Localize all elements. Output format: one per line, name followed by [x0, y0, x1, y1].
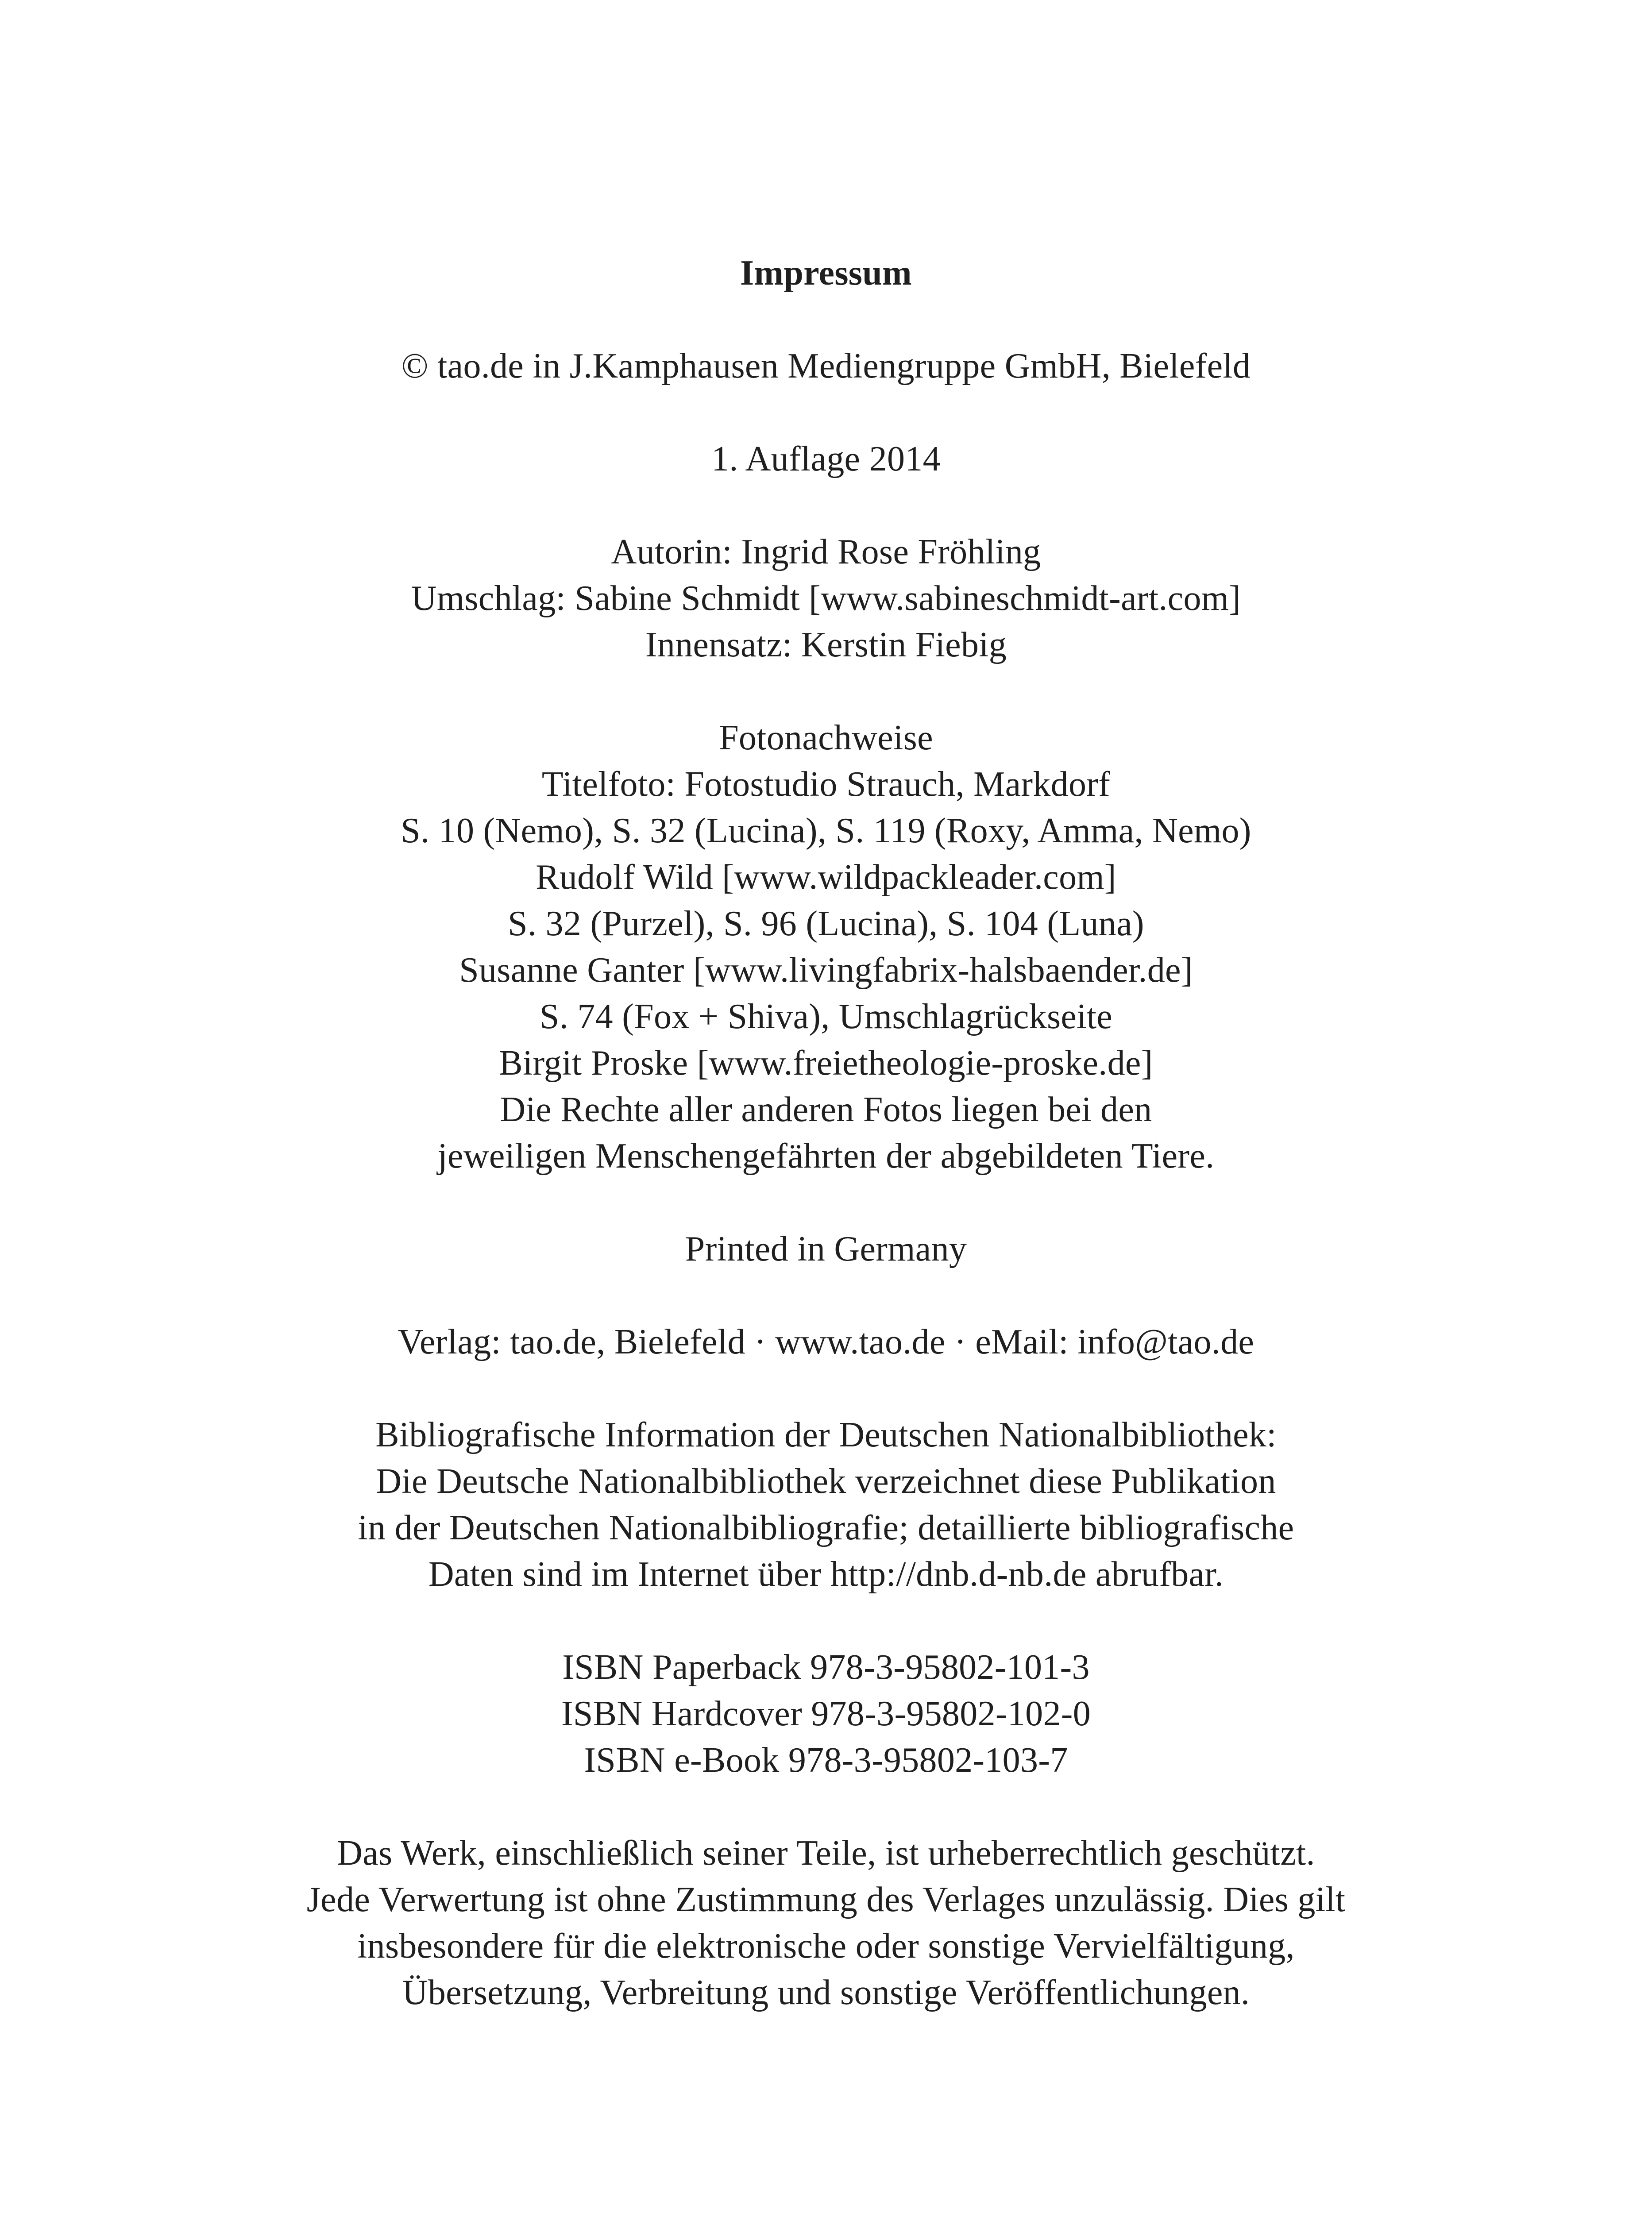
photo-credit-line: Susanne Ganter [www.livingfabrix-halsbaender.de] [459, 951, 1193, 990]
heading-text: Impressum [740, 254, 912, 293]
bibliography-line: Die Deutsche Nationalbibliothek verzeichnet diese Publikation [376, 1462, 1276, 1501]
bibliography-line: Bibliografische Information der Deutschen Nationalbibliothek: [375, 1415, 1277, 1454]
isbn-block [0, 1644, 1652, 1784]
photo-credit-line: S. 32 (Purzel), S. 96 (Lucina), S. 104 (Luna) [508, 904, 1144, 943]
photo-credit-line: S. 10 (Nemo), S. 32 (Lucina), S. 119 (Roxy, Amma, Nemo) [401, 811, 1251, 850]
credit-cover: Umschlag: Sabine Schmidt [www.sabineschmidt-art.com] [411, 579, 1241, 618]
copyright-notice-line: Jede Verwertung ist ohne Zustimmung des Verlages unzulässig. Dies gilt [306, 1880, 1346, 1919]
copyright-notice-line: insbesondere für die elektronische oder sonstige Vervielfältigung, [357, 1927, 1295, 1966]
verlag-text: Verlag: tao.de, Bielefeld · www.tao.de · eMail: info@tao.de [398, 1322, 1254, 1361]
printed-text: Printed in Germany [685, 1230, 967, 1268]
edition-line [0, 436, 1652, 482]
publisher-text: © tao.de in J.Kamphausen Mediengruppe GmbH, Bielefeld [401, 347, 1251, 386]
isbn-ebook: ISBN e-Book 978-3-95802-103-7 [584, 1741, 1068, 1780]
edition-text: 1. Auflage 2014 [711, 440, 941, 478]
credits-block [0, 529, 1652, 668]
bibliography-line: in der Deutschen Nationalbibliografie; detaillierte bibliografische [358, 1508, 1294, 1547]
photo-credit-line: Rudolf Wild [www.wildpackleader.com] [536, 858, 1116, 897]
credit-typesetting: Innensatz: Kerstin Fiebig [645, 625, 1007, 664]
photo-credit-line: jeweiligen Menschengefährten der abgebildeten Tiere. [437, 1137, 1215, 1176]
isbn-paperback: ISBN Paperback 978-3-95802-101-3 [562, 1648, 1090, 1687]
photo-credit-line: S. 74 (Fox + Shiva), Umschlagrückseite [539, 997, 1113, 1036]
imprint-heading [0, 250, 1652, 297]
verlag-line [0, 1319, 1652, 1365]
copyright-notice-block [0, 1830, 1652, 2016]
photo-credit-line: Titelfoto: Fotostudio Strauch, Markdorf [541, 765, 1111, 804]
bibliography-block [0, 1412, 1652, 1598]
photo-credits-block [0, 715, 1652, 1180]
copyright-notice-line: Das Werk, einschließlich seiner Teile, ist urheberrechtlich geschützt. [337, 1834, 1315, 1873]
photo-credits-heading: Fotonachweise [719, 718, 933, 757]
photo-credit-line: Die Rechte aller anderen Fotos liegen bei den [500, 1090, 1152, 1129]
copyright-notice-line: Übersetzung, Verbreitung und sonstige Veröffentlichungen. [402, 1973, 1250, 2012]
photo-credit-line: Birgit Proske [www.freietheologie-proske.de] [499, 1044, 1153, 1083]
isbn-hardcover: ISBN Hardcover 978-3-95802-102-0 [561, 1694, 1091, 1733]
bibliography-line: Daten sind im Internet über http://dnb.d-nb.de abrufbar. [428, 1555, 1224, 1594]
credit-author: Autorin: Ingrid Rose Fröhling [611, 532, 1041, 571]
publisher-line [0, 343, 1652, 389]
printed-line [0, 1226, 1652, 1272]
